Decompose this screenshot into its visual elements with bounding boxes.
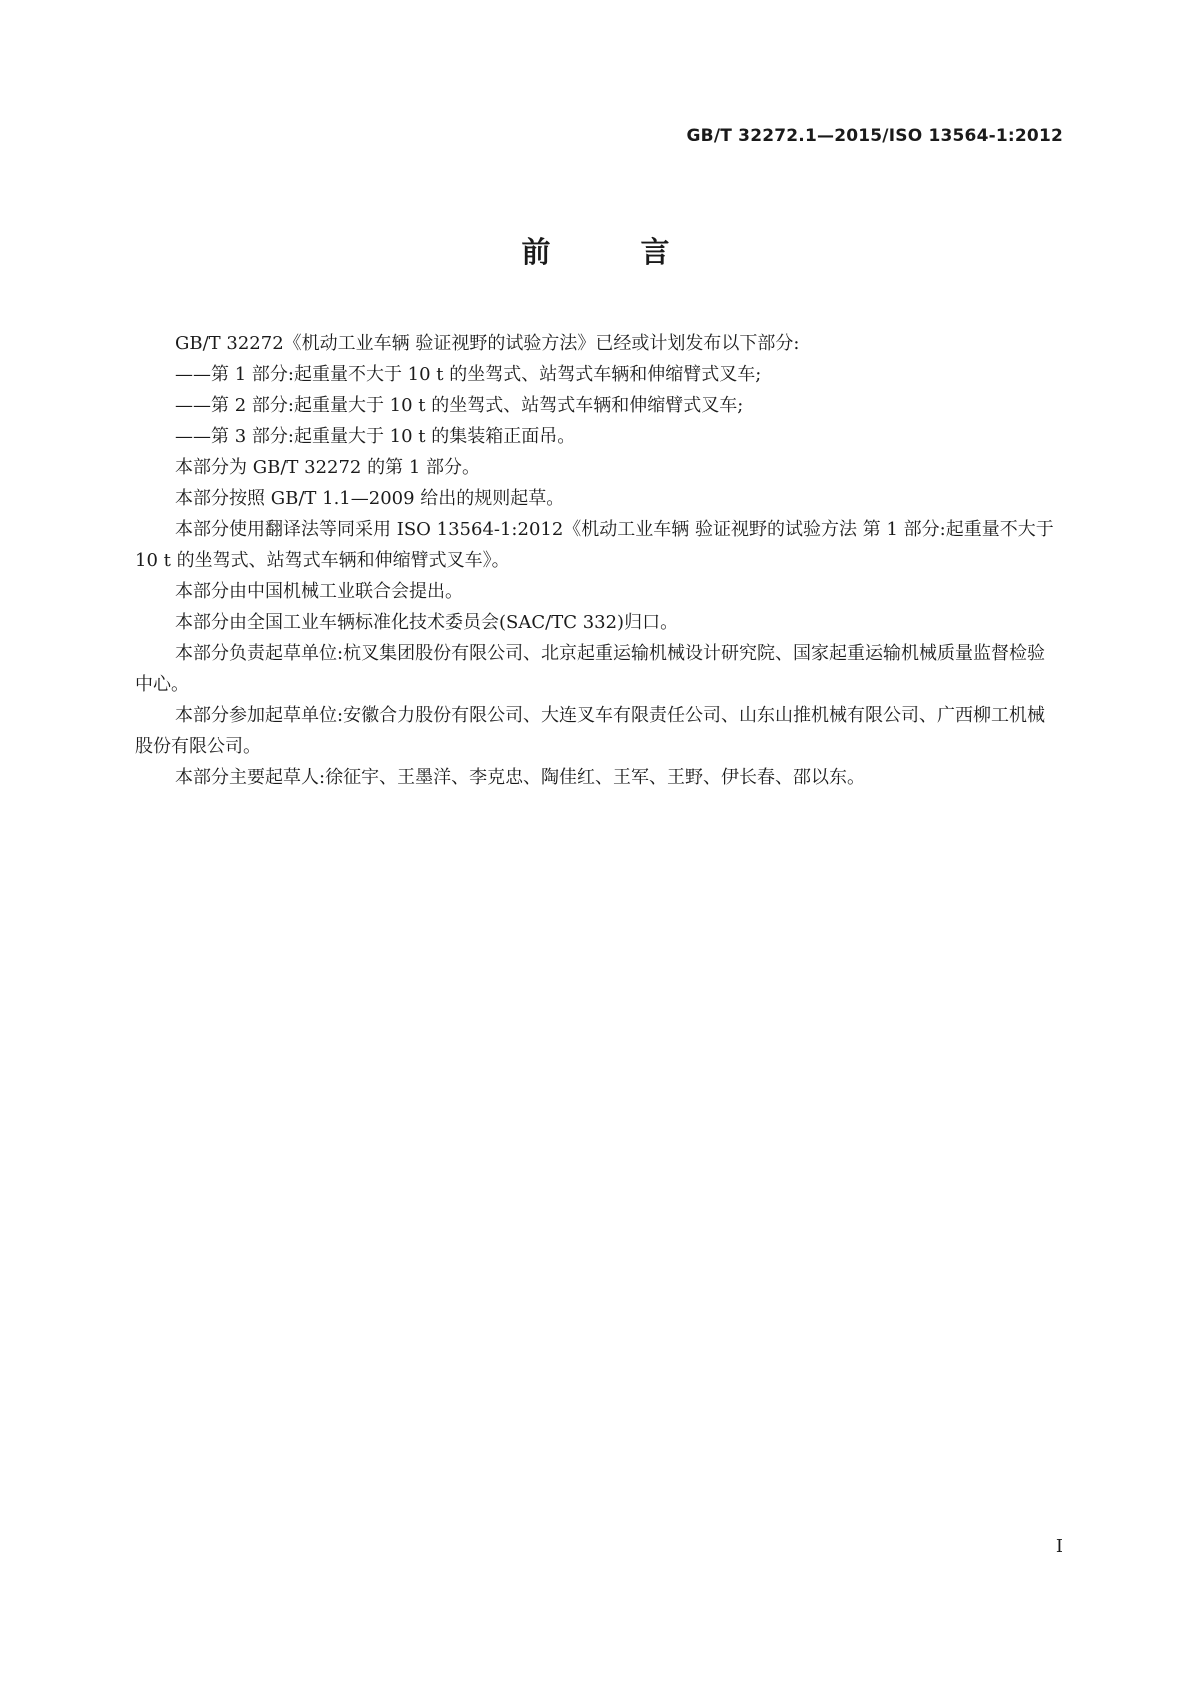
paragraph-part-statement: 本部分为 GB/T 32272 的第 1 部分。 [175, 457, 480, 478]
paragraph-participating-drafters: 本部分参加起草单位:安徽合力股份有限公司、大连叉车有限责任公司、山东山推机械有限公司、广西柳工机械股份有限公司。 [135, 705, 1046, 757]
list-item-part-2: ——第 2 部分:起重量大于 10 t 的坐驾式、站驾式车辆和伸缩臂式叉车; [175, 395, 744, 416]
page-title: 前 言 [521, 235, 710, 269]
foreword-body [135, 328, 1060, 793]
paragraph-drafting-rules: 本部分按照 GB/T 1.1—2009 给出的规则起草。 [175, 488, 565, 509]
paragraph-main-drafters: 本部分主要起草人:徐征宇、王墨洋、李克忠、陶佳红、王军、王野、伊长春、邵以东。 [175, 767, 866, 788]
paragraph-committee: 本部分由全国工业车辆标准化技术委员会(SAC/TC 332)归口。 [175, 612, 679, 633]
list-item-part-3: ——第 3 部分:起重量大于 10 t 的集装箱正面吊。 [175, 426, 576, 447]
list-item-part-1: ——第 1 部分:起重量不大于 10 t 的坐驾式、站驾式车辆和伸缩臂式叉车; [175, 364, 762, 385]
paragraph-responsible-drafters: 本部分负责起草单位:杭叉集团股份有限公司、北京起重运输机械设计研究院、国家起重运输机械质量监督检验中心。 [135, 643, 1046, 695]
paragraph-intro: GB/T 32272《机动工业车辆 验证视野的试验方法》已经或计划发布以下部分: [175, 333, 800, 354]
paragraph-proposer: 本部分由中国机械工业联合会提出。 [175, 581, 463, 602]
paragraph-adoption: 本部分使用翻译法等同采用 ISO 13564-1:2012《机动工业车辆 验证视野的试验方法 第 1 部分:起重量不大于 10 t 的坐驾式、站驾式车辆和伸缩臂式叉车》。 [135, 519, 1054, 571]
page-number: I [1055, 1536, 1063, 1557]
standard-code: GB/T 32272.1—2015/ISO 13564-1:2012 [686, 126, 1063, 146]
